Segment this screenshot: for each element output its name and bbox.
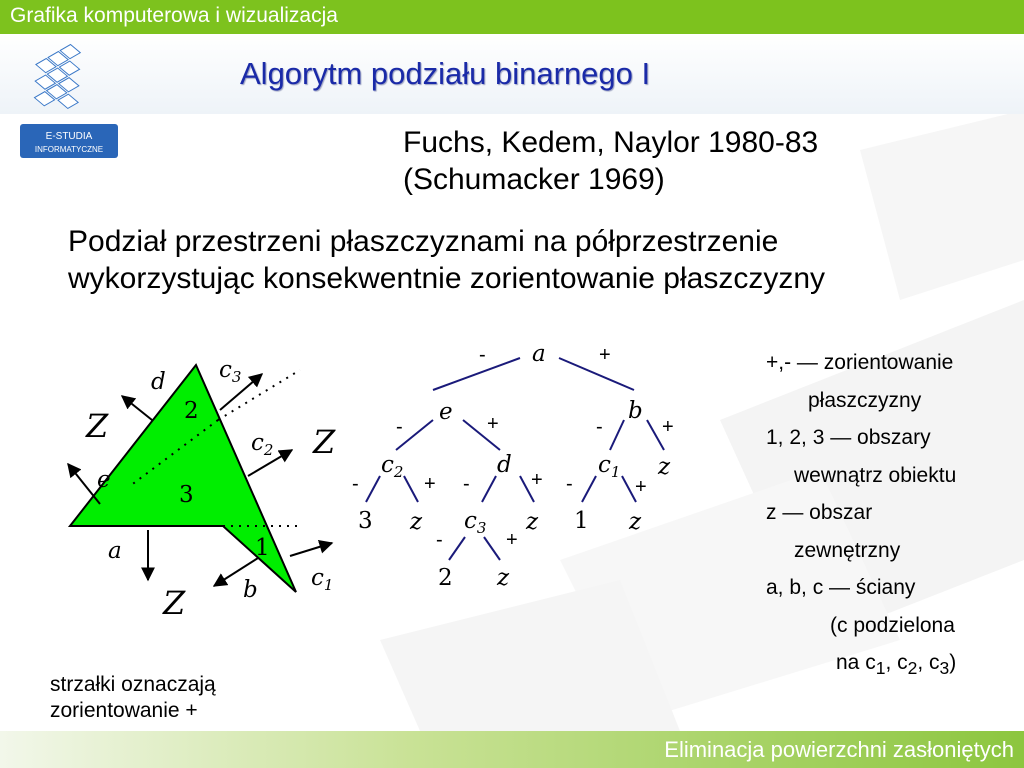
tree-sign: - (352, 473, 359, 495)
tree-sign: - (436, 529, 443, 551)
tree-node-a: a (532, 341, 546, 367)
legend (766, 344, 1016, 688)
legend-line: z — obszar (766, 501, 873, 524)
edge-b-c1 (610, 420, 624, 450)
legend-line: wewnątrz obiektu (794, 463, 957, 487)
tree-sign: - (596, 416, 603, 438)
slide-title: Algorytm podziału binarnego I (240, 56, 651, 91)
bottom-bar (0, 731, 1024, 768)
label-e: e (97, 467, 111, 493)
edge-c3-2 (449, 537, 465, 560)
tree-sign: + (531, 469, 543, 491)
label-a: a (108, 538, 122, 564)
label-c2: $c_2$ (251, 430, 274, 459)
note-line-1: strzałki oznaczają (50, 673, 216, 696)
authors-text (403, 124, 818, 198)
edge-a-e (433, 358, 520, 390)
tree-leaf-z: z (526, 509, 539, 535)
tree-sign: - (566, 473, 573, 495)
label-b: b (243, 577, 258, 603)
arrow-d (122, 396, 152, 420)
tree-node-d: d (497, 452, 512, 478)
tree-sign: - (479, 344, 486, 366)
edge-c3-z (484, 537, 500, 560)
legend-line: (c podzielona (830, 613, 955, 637)
label-z-left: Z (86, 407, 109, 445)
arrow-e (68, 464, 100, 504)
e-studia-logo (14, 40, 124, 160)
tree-leaf-3: 3 (358, 508, 373, 534)
tree-leaf-1: 1 (574, 508, 589, 534)
region-3: 3 (179, 482, 194, 508)
region-1: 1 (255, 535, 270, 561)
course-title: Grafika komputerowa i wizualizacja (10, 4, 338, 27)
svg-text:INFORMATYCZNE: INFORMATYCZNE (34, 145, 104, 154)
tree-sign: + (506, 529, 518, 551)
tree-leaf-z: z (497, 565, 510, 591)
tree-sign: + (424, 473, 436, 495)
tree-node-c2: $c_2$ (381, 452, 404, 481)
svg-text:E-STUDIA: E-STUDIA (45, 131, 93, 142)
label-c1: $c_1$ (311, 565, 334, 594)
legend-line: 1, 2, 3 — obszary (766, 426, 931, 449)
label-c3: $c_3$ (219, 357, 242, 386)
authors-line-1: Fuchs, Kedem, Naylor 1980-83 (403, 126, 819, 159)
tree-sign: + (599, 344, 611, 366)
label-z-bottom: Z (163, 584, 186, 622)
bsp-tree-labels (352, 341, 674, 591)
top-bar (0, 0, 1024, 34)
legend-line: zewnętrzny (794, 538, 901, 562)
edge-c2-3 (366, 476, 380, 502)
label-d: d (151, 369, 166, 395)
authors-line-2: (Schumacker 1969) (403, 163, 665, 196)
edge-c1-1 (582, 476, 596, 502)
tree-leaf-z: z (629, 509, 642, 535)
edge-a-b (559, 358, 634, 390)
bsp-figure (0, 330, 760, 630)
tree-leaf-2: 2 (438, 565, 453, 591)
tree-node-c1: $c_1$ (598, 452, 621, 481)
edge-c2-z (404, 476, 418, 502)
legend-line: płaszczyzny (808, 388, 922, 412)
legend-line-subscripts: na $c_1$, $c_2$, $c_3$) (836, 651, 957, 679)
object-diagram (68, 357, 336, 622)
tree-sign: + (487, 413, 499, 435)
edge-d-c3 (482, 476, 496, 502)
section-title: Eliminacja powierzchni zasłoniętych (664, 737, 1014, 762)
tree-node-c3: $c_3$ (464, 508, 487, 537)
note-line-2: zorientowanie + (50, 699, 198, 722)
tree-sign: - (463, 473, 470, 495)
legend-line: a, b, c — ściany (766, 576, 916, 599)
lead-line-2: wykorzystując konsekwentnie zorientowanie płaszczyzny (68, 262, 826, 295)
tree-node-e: e (439, 399, 453, 425)
tree-sign: + (662, 416, 674, 438)
lead-line-1: Podział przestrzeni płaszczyznami na półprzestrzenie (68, 225, 779, 258)
lead-paragraph (68, 223, 825, 297)
arrow-note (50, 672, 216, 724)
region-2: 2 (184, 398, 199, 424)
legend-line: +,- — zorientowanie (766, 351, 954, 374)
tree-sign: + (635, 476, 647, 498)
edge-c1-z (622, 476, 636, 502)
tree-sign: - (396, 416, 403, 438)
tree-leaf-z: z (410, 509, 423, 535)
arrow-c1 (290, 543, 332, 556)
tree-leaf-z: z (658, 454, 671, 480)
label-z-right: Z (313, 423, 336, 461)
tree-node-b: b (628, 398, 643, 424)
